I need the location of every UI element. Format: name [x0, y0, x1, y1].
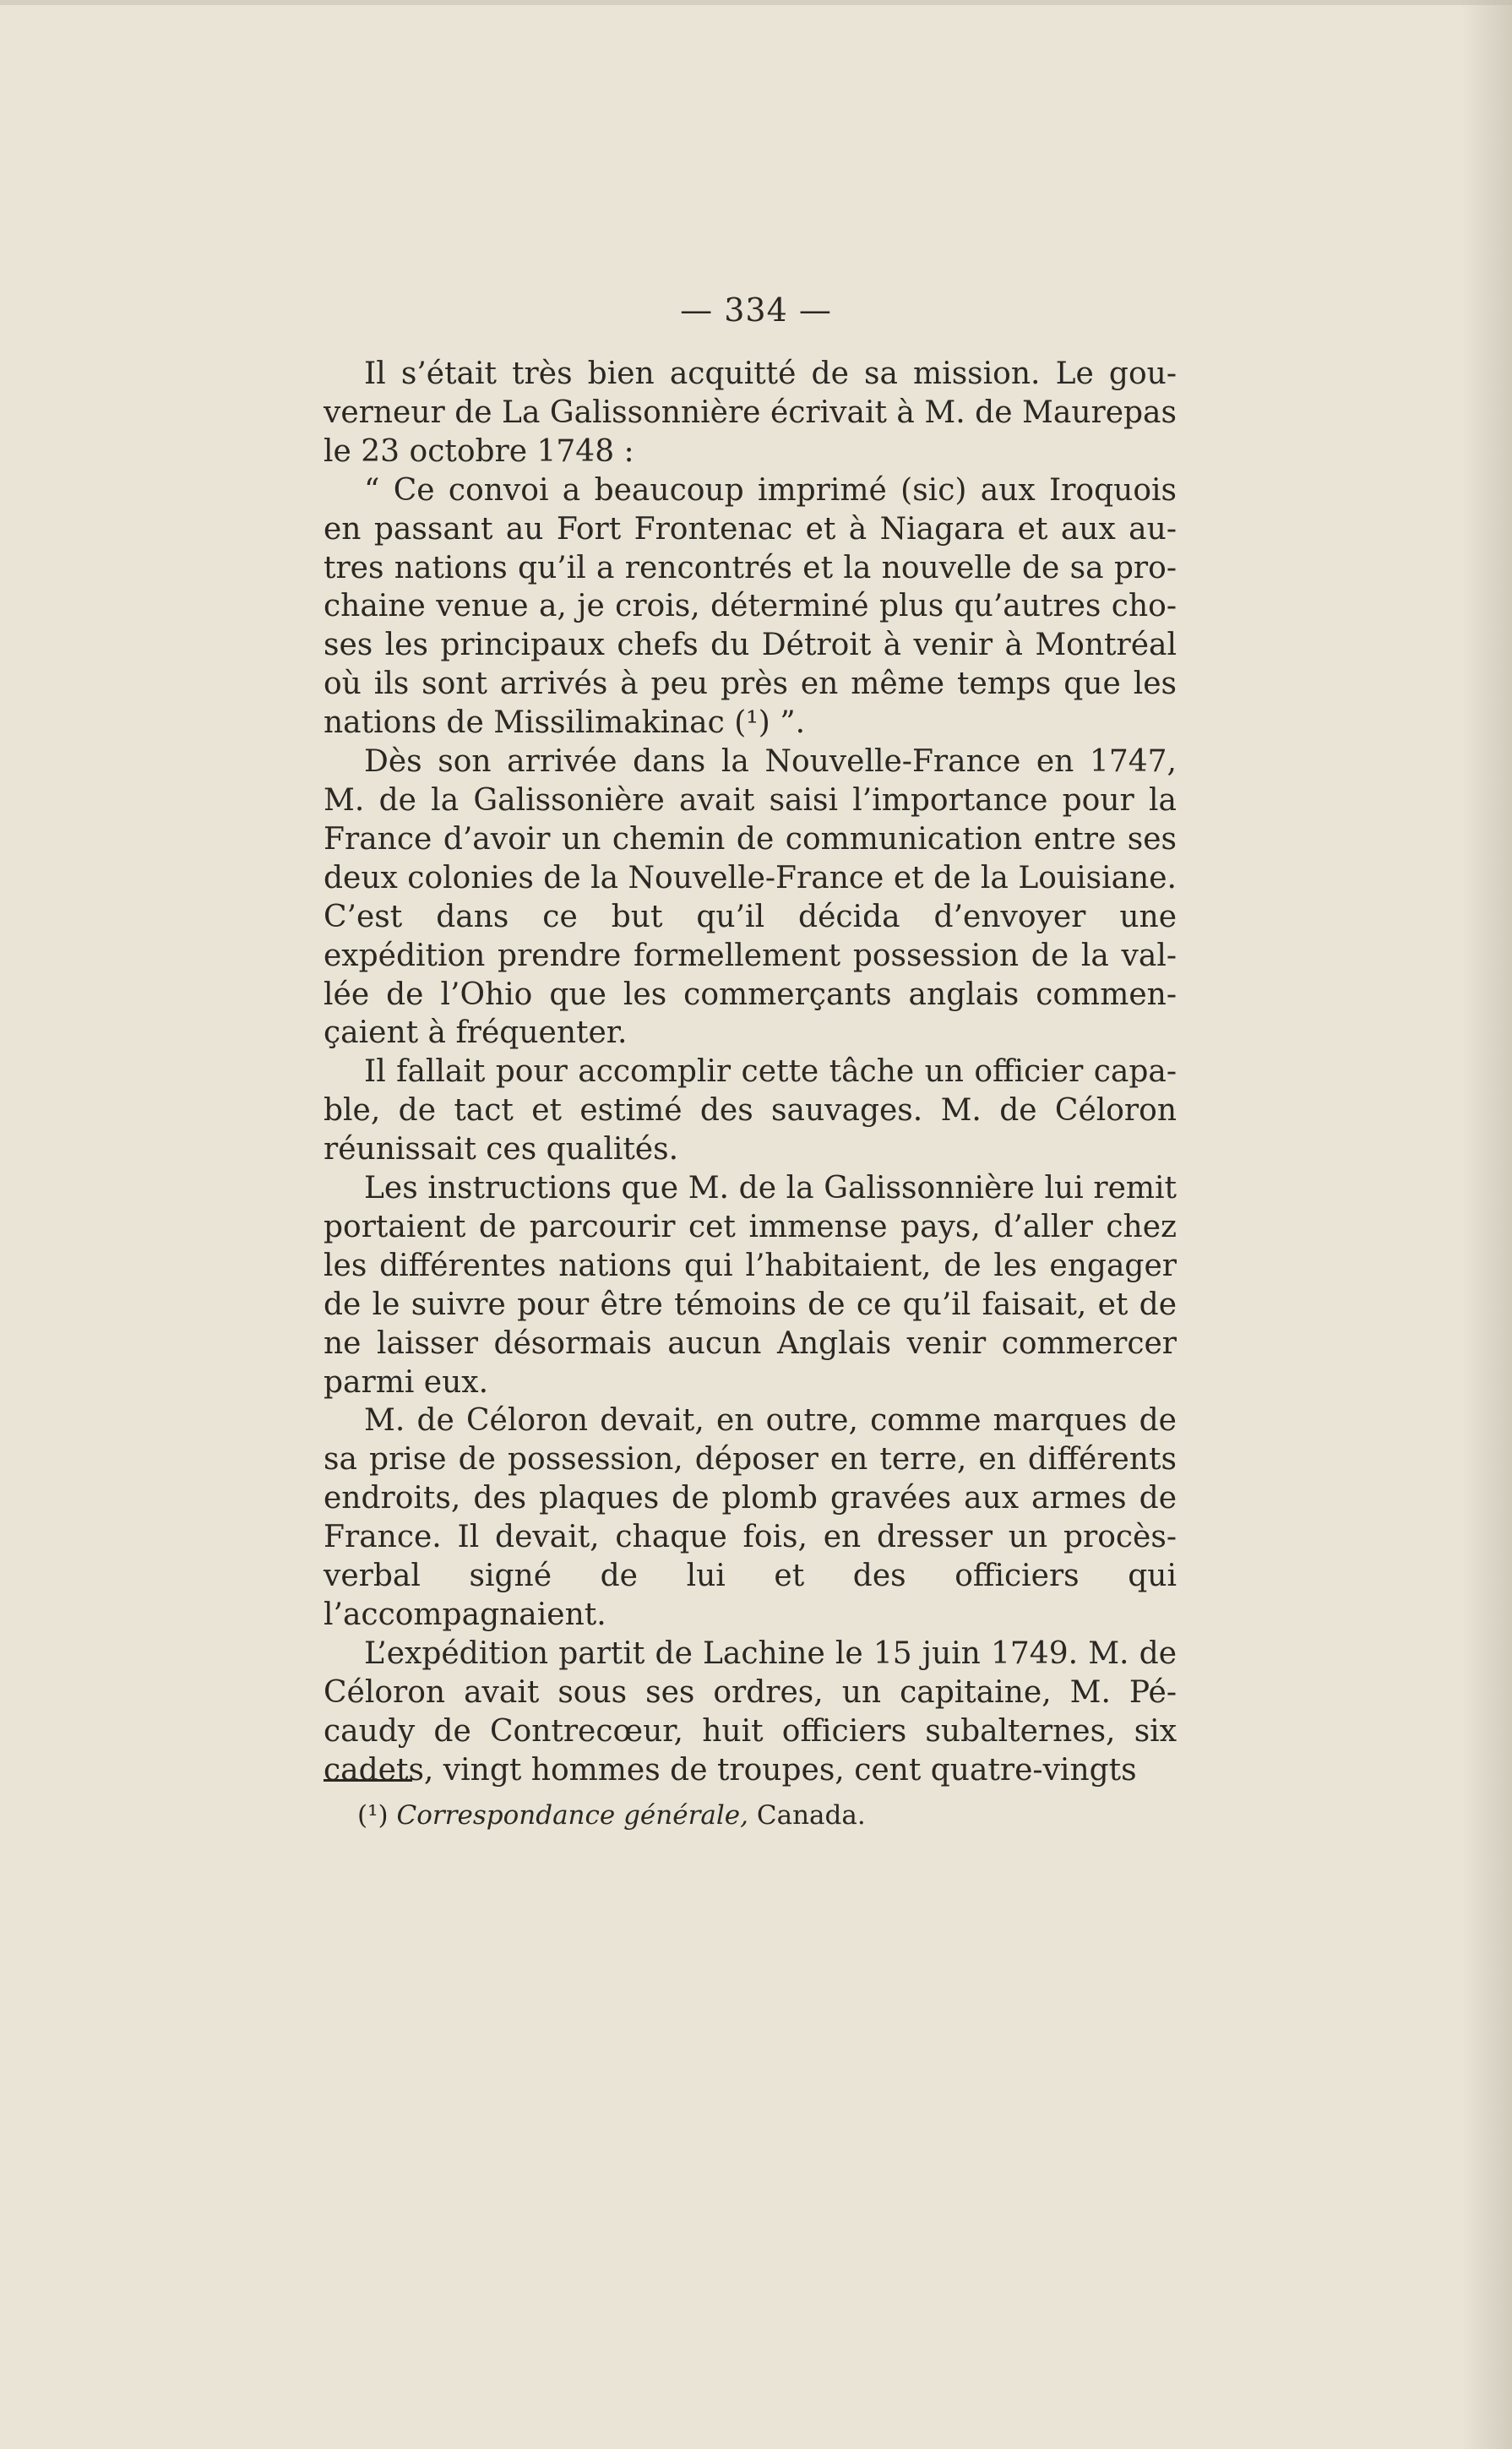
page-top-edge	[0, 0, 1512, 5]
footnote-source: Correspondance générale,	[396, 1800, 749, 1831]
paragraph-1: Il s’était très bien acquitté de sa mission. Le gouverneur de La Galissonnière écrivait à M. de Maurepas le 23 octobre 1748 :	[324, 356, 1177, 469]
paragraph-4: Il fallait pour accomplir cette tâche un officier capable, de tact et estimé des sauvages. M. de Céloron réunissait ces qualités.	[324, 1054, 1177, 1167]
paragraph-5: Les instructions que M. de la Galissonnière lui remit portaient de parcourir cet immense pays, d’aller chez les différentes nations qui l’habitaient, de les engager de le suivre pour être témoins de ce qu’il faisait, et de ne laisser désormais aucun Anglais venir commercer parmi eux.	[324, 1171, 1177, 1400]
footnote-separator	[324, 1779, 412, 1782]
paragraph-7: L’expédition partit de Lachine le 15 juin 1749. M. de Céloron avait sous ses ordres, un capitaine, M. Pécaudy de Contrecœur, huit officiers subalternes, six cadets, vingt hommes de troupes, cent quatre-vingts	[324, 1635, 1177, 1788]
paragraph-3: Dès son arrivée dans la Nouvelle-France en 1747, M. de la Galissonière avait saisi l’importance pour la France d’avoir un chemin de communication entre ses deux colonies de la Nouvelle-France et de la Louisiane. C’est dans ce but qu’il décida d’envoyer une expédition prendre formellement possession de la vallée de l’Ohio que les commerçants anglais commençaient à fréquenter.	[324, 744, 1177, 1051]
paragraph-2-quotation: “ Ce convoi a beaucoup imprimé (sic) aux Iroquois en passant au Fort Frontenac et à Niagara et aux autres nations qu’il a rencontrés et la nouvelle de sa prochaine venue a, je crois, déterminé plus qu’autres choses les principaux chefs du Détroit à venir à Montréal où ils sont arrivés à peu près en même temps que les nations de Missilimakinac (¹) ”.	[324, 472, 1177, 741]
body-text	[324, 355, 1177, 1790]
footnote-rest: Canada.	[748, 1800, 866, 1831]
footnote-marker: (¹)	[357, 1800, 389, 1831]
page-number: — 334 —	[680, 291, 832, 329]
paragraph-6: M. de Céloron devait, en outre, comme marques de sa prise de possession, déposer en terre, en différents endroits, des plaques de plomb gravées aux armes de France. Il devait, chaque fois, en dresser un procès-verbal signé de lui et des officiers qui l’accompagnaient.	[324, 1403, 1177, 1632]
page-right-edge-shadow	[1461, 0, 1512, 2449]
footnote	[357, 1796, 1168, 1835]
